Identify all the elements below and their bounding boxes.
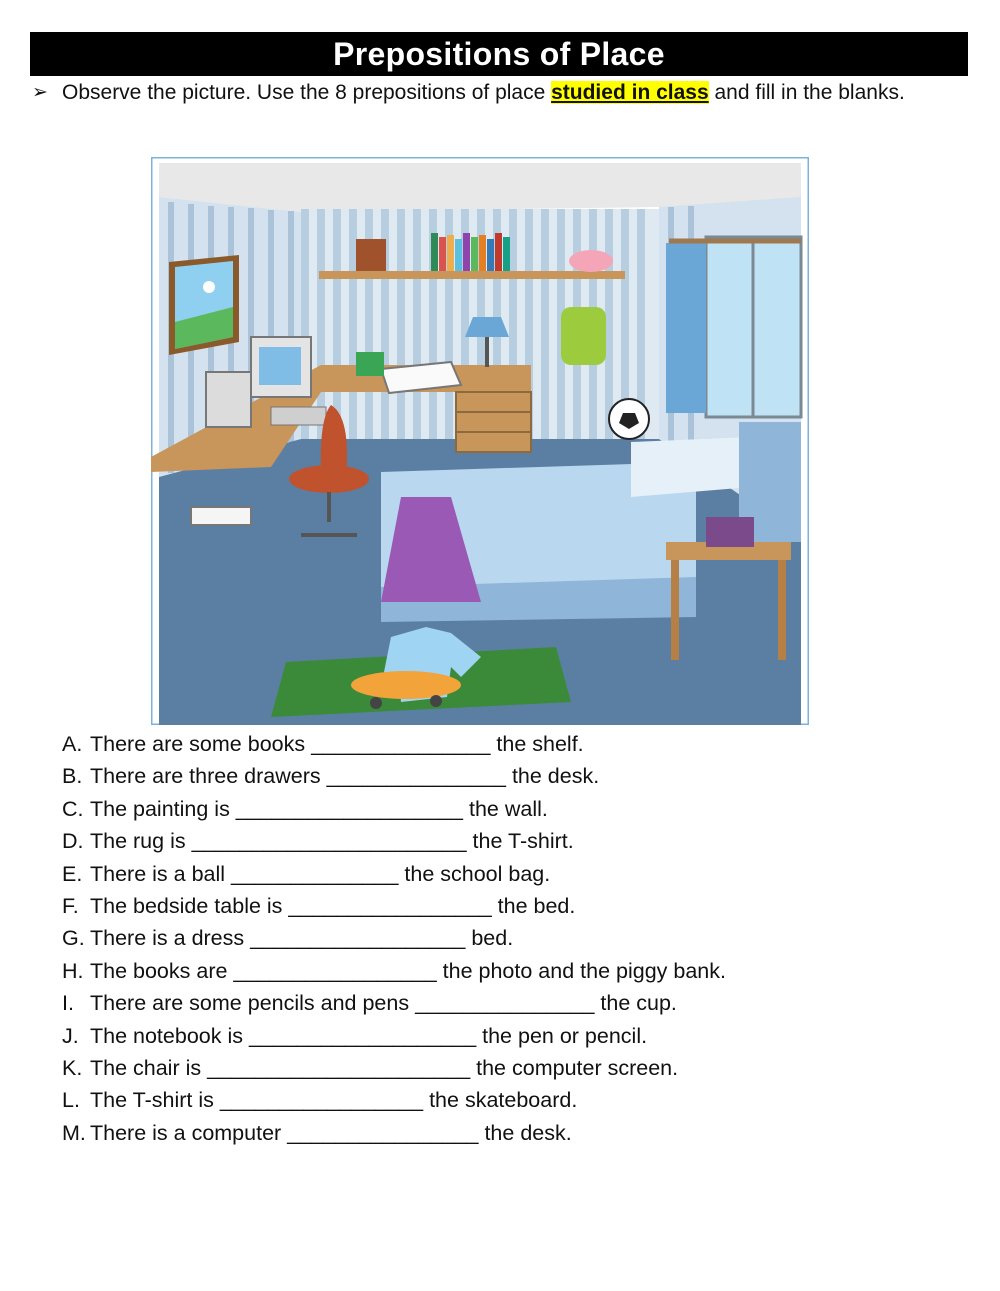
- question-text: The T-shirt is _________________ the skateboard.: [90, 1088, 578, 1113]
- arrow-bullet-icon: ➢: [32, 82, 48, 103]
- question-letter: A.: [62, 732, 83, 756]
- question-item: [62, 922, 962, 954]
- title-bar: [30, 32, 968, 76]
- question-item: [62, 728, 962, 760]
- question-letter: J.: [62, 1023, 79, 1048]
- question-letter: I.: [62, 991, 74, 1016]
- question-text: The chair is ______________________ the computer screen.: [90, 1055, 679, 1080]
- instruction-text: [62, 76, 932, 109]
- question-letter: E.: [62, 861, 83, 886]
- question-text: There are some pencils and pens _______________ the cup.: [90, 991, 677, 1016]
- question-text: The painting is ___________________ the wall.: [90, 796, 548, 821]
- question-letter: D.: [62, 829, 84, 854]
- question-text: The notebook is ___________________ the pen or pencil.: [90, 1023, 648, 1048]
- question-item: [62, 825, 962, 857]
- question-list: [62, 728, 962, 1149]
- question-text: There are three drawers _______________ the desk.: [90, 764, 600, 789]
- question-item: [62, 987, 962, 1019]
- page-title: Prepositions of Place: [333, 36, 665, 72]
- bedroom-illustration: [151, 157, 809, 725]
- question-text: There are some books _______________ the shelf.: [90, 732, 584, 756]
- question-item: [62, 1084, 962, 1116]
- question-item: [62, 890, 962, 922]
- question-text: There is a computer ________________ the desk.: [90, 1120, 572, 1145]
- question-letter: C.: [62, 796, 84, 821]
- question-text: The bedside table is _________________ the bed.: [90, 893, 576, 918]
- question-item: [62, 955, 962, 987]
- question-letter: M.: [62, 1120, 86, 1145]
- question-text: The rug is _______________________ the T-shirt.: [90, 829, 574, 854]
- question-letter: L.: [62, 1088, 80, 1113]
- question-item: [62, 793, 962, 825]
- instruction-before: Observe the picture. Use the 8 prepositions of place: [62, 81, 552, 104]
- question-text: The books are _________________ the photo and the piggy bank.: [90, 958, 726, 983]
- question-letter: F.: [62, 893, 79, 918]
- question-item: [62, 1020, 962, 1052]
- question-letter: K.: [62, 1055, 83, 1080]
- question-text: There is a ball ______________ the school bag.: [90, 861, 551, 886]
- question-item: [62, 1117, 962, 1149]
- instruction-after: and fill in the blanks.: [708, 81, 905, 104]
- question-letter: B.: [62, 764, 83, 789]
- question-item: [62, 858, 962, 890]
- instruction-highlight: studied in class: [551, 81, 709, 104]
- question-letter: H.: [62, 958, 84, 983]
- question-letter: G.: [62, 926, 85, 951]
- question-item: [62, 1052, 962, 1084]
- question-item: [62, 760, 962, 792]
- question-text: There is a dress __________________ bed.: [90, 926, 514, 951]
